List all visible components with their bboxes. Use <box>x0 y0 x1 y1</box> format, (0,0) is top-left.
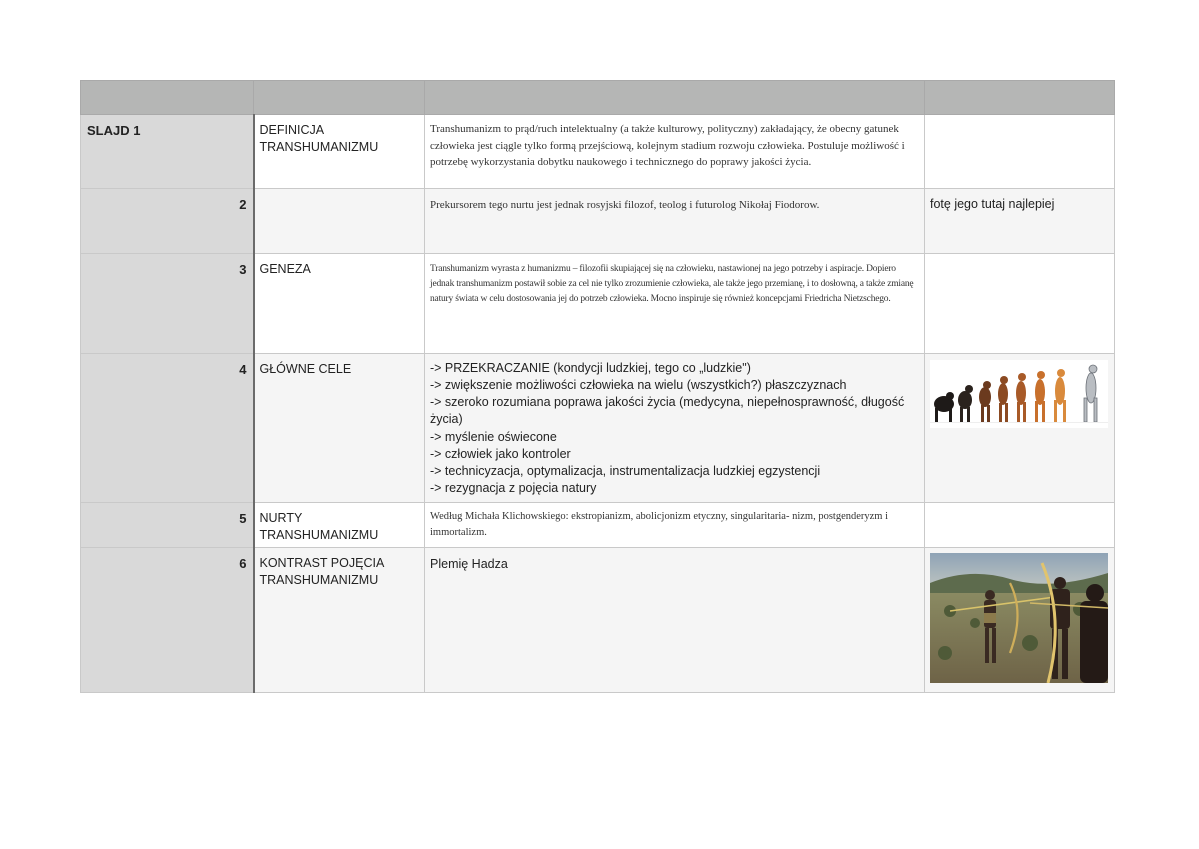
list-item: -> człowiek jako kontroler <box>430 446 571 461</box>
topic-cell: GŁÓWNE CELE <box>254 354 425 503</box>
slide-number-cell <box>81 548 254 693</box>
hadza-hunters-photo <box>930 553 1108 683</box>
slide-number: 2 <box>239 197 247 212</box>
slide-number-cell <box>81 354 254 503</box>
content-text: Transhumanizm wyrasta z humanizmu – filozofii skupiającej się na człowieku, nastawionej na jego potrzeby i aspiracje. Dopiero jednak transhumanizm postawił sobie za cel nie tylko zrozumienie człowieka, ale także jego przemianę, i to dosłowną, a także zmianę natury świata w celu dostosowania jej do potrzeb człowieka. Mocno inspiruje się również koncepcjami Friedricha Nietzschego. <box>430 264 914 305</box>
content-cell <box>425 503 925 548</box>
notes-cell <box>925 189 1115 254</box>
table-row <box>81 254 1115 354</box>
header-cell <box>254 81 425 115</box>
header-row <box>81 81 1115 115</box>
image-cell <box>925 354 1115 503</box>
list-item: -> zwiększenie możliwości człowieka na wielu (wszystkich?) płaszczyznach <box>430 378 847 393</box>
header-cell <box>425 81 925 115</box>
table-row <box>81 354 1115 503</box>
topic-cell: KONTRAST POJĘCIA TRANSHUMANIZMU <box>254 548 425 693</box>
table-row <box>81 189 1115 254</box>
document-sheet <box>80 80 1114 693</box>
table-row <box>81 115 1115 189</box>
content-text: Prekursorem tego nurtu jest jednak rosyjski filozof, teolog i futurolog Nikołaj Fiodorow. <box>430 199 820 211</box>
goals-list <box>430 360 919 497</box>
header-cell <box>81 81 254 115</box>
header-cell <box>925 81 1115 115</box>
slide-number-cell <box>81 503 254 548</box>
slide-number: 4 <box>239 362 247 377</box>
slide-number-cell <box>81 254 254 354</box>
list-item: -> PRZEKRACZANIE (kondycji ludzkiej, tego co „ludzkie") <box>430 361 751 375</box>
content-cell <box>425 354 925 503</box>
slides-table <box>80 80 1115 693</box>
content-cell <box>425 189 925 254</box>
notes-text: fotę jego tutaj najlepiej <box>930 197 1055 211</box>
slide-number-cell <box>81 115 254 189</box>
content-cell <box>425 548 925 693</box>
image-cell <box>925 548 1115 693</box>
topic-cell: NURTY TRANSHUMANIZMU <box>254 503 425 548</box>
content-text: Plemię Hadza <box>430 557 508 571</box>
notes-cell <box>925 254 1115 354</box>
table-row <box>81 503 1115 548</box>
list-item: -> szeroko rozumiana poprawa jakości życia (medycyna, niepełnosprawność, długość życia) <box>430 395 905 427</box>
list-item: -> myślenie oświecone <box>430 429 557 444</box>
topic-cell <box>254 189 425 254</box>
topic-cell: GENEZA <box>254 254 425 354</box>
topic-cell: DEFINICJA TRANSHUMANIZMU <box>254 115 425 189</box>
slide-number: 6 <box>239 556 247 571</box>
content-text: Według Michała Klichowskiego: ekstropianizm, abolicjonizm etyczny, singularitaria- nizm, postgenderyzm i immortalizm. <box>430 511 889 538</box>
notes-cell <box>925 115 1115 189</box>
slide-number: 3 <box>239 262 247 277</box>
slide-number: 5 <box>239 511 247 526</box>
notes-cell <box>925 503 1115 548</box>
evolution-of-man-image <box>930 360 1108 428</box>
content-text: Transhumanizm to prąd/ruch intelektualny (a także kulturowy, polityczny) zakładający, że obecny gatunek człowieka jest ciągle tylko formą przejściową, kolejnym stadium rozwoju człowieka. Postuluje możliwość i potrzebę wykorzystania dobytku naukowego i technicznego do poprawy jakości życia. <box>430 123 905 168</box>
list-item: -> technicyzacja, optymalizacja, instrumentalizacja ludzkiej egzystencji <box>430 463 821 478</box>
table-row <box>81 548 1115 693</box>
content-cell <box>425 115 925 189</box>
slide-label: SLAJD 1 <box>87 123 141 138</box>
slide-number-cell <box>81 189 254 254</box>
list-item: -> rezygnacja z pojęcia natury <box>430 480 597 495</box>
content-cell <box>425 254 925 354</box>
